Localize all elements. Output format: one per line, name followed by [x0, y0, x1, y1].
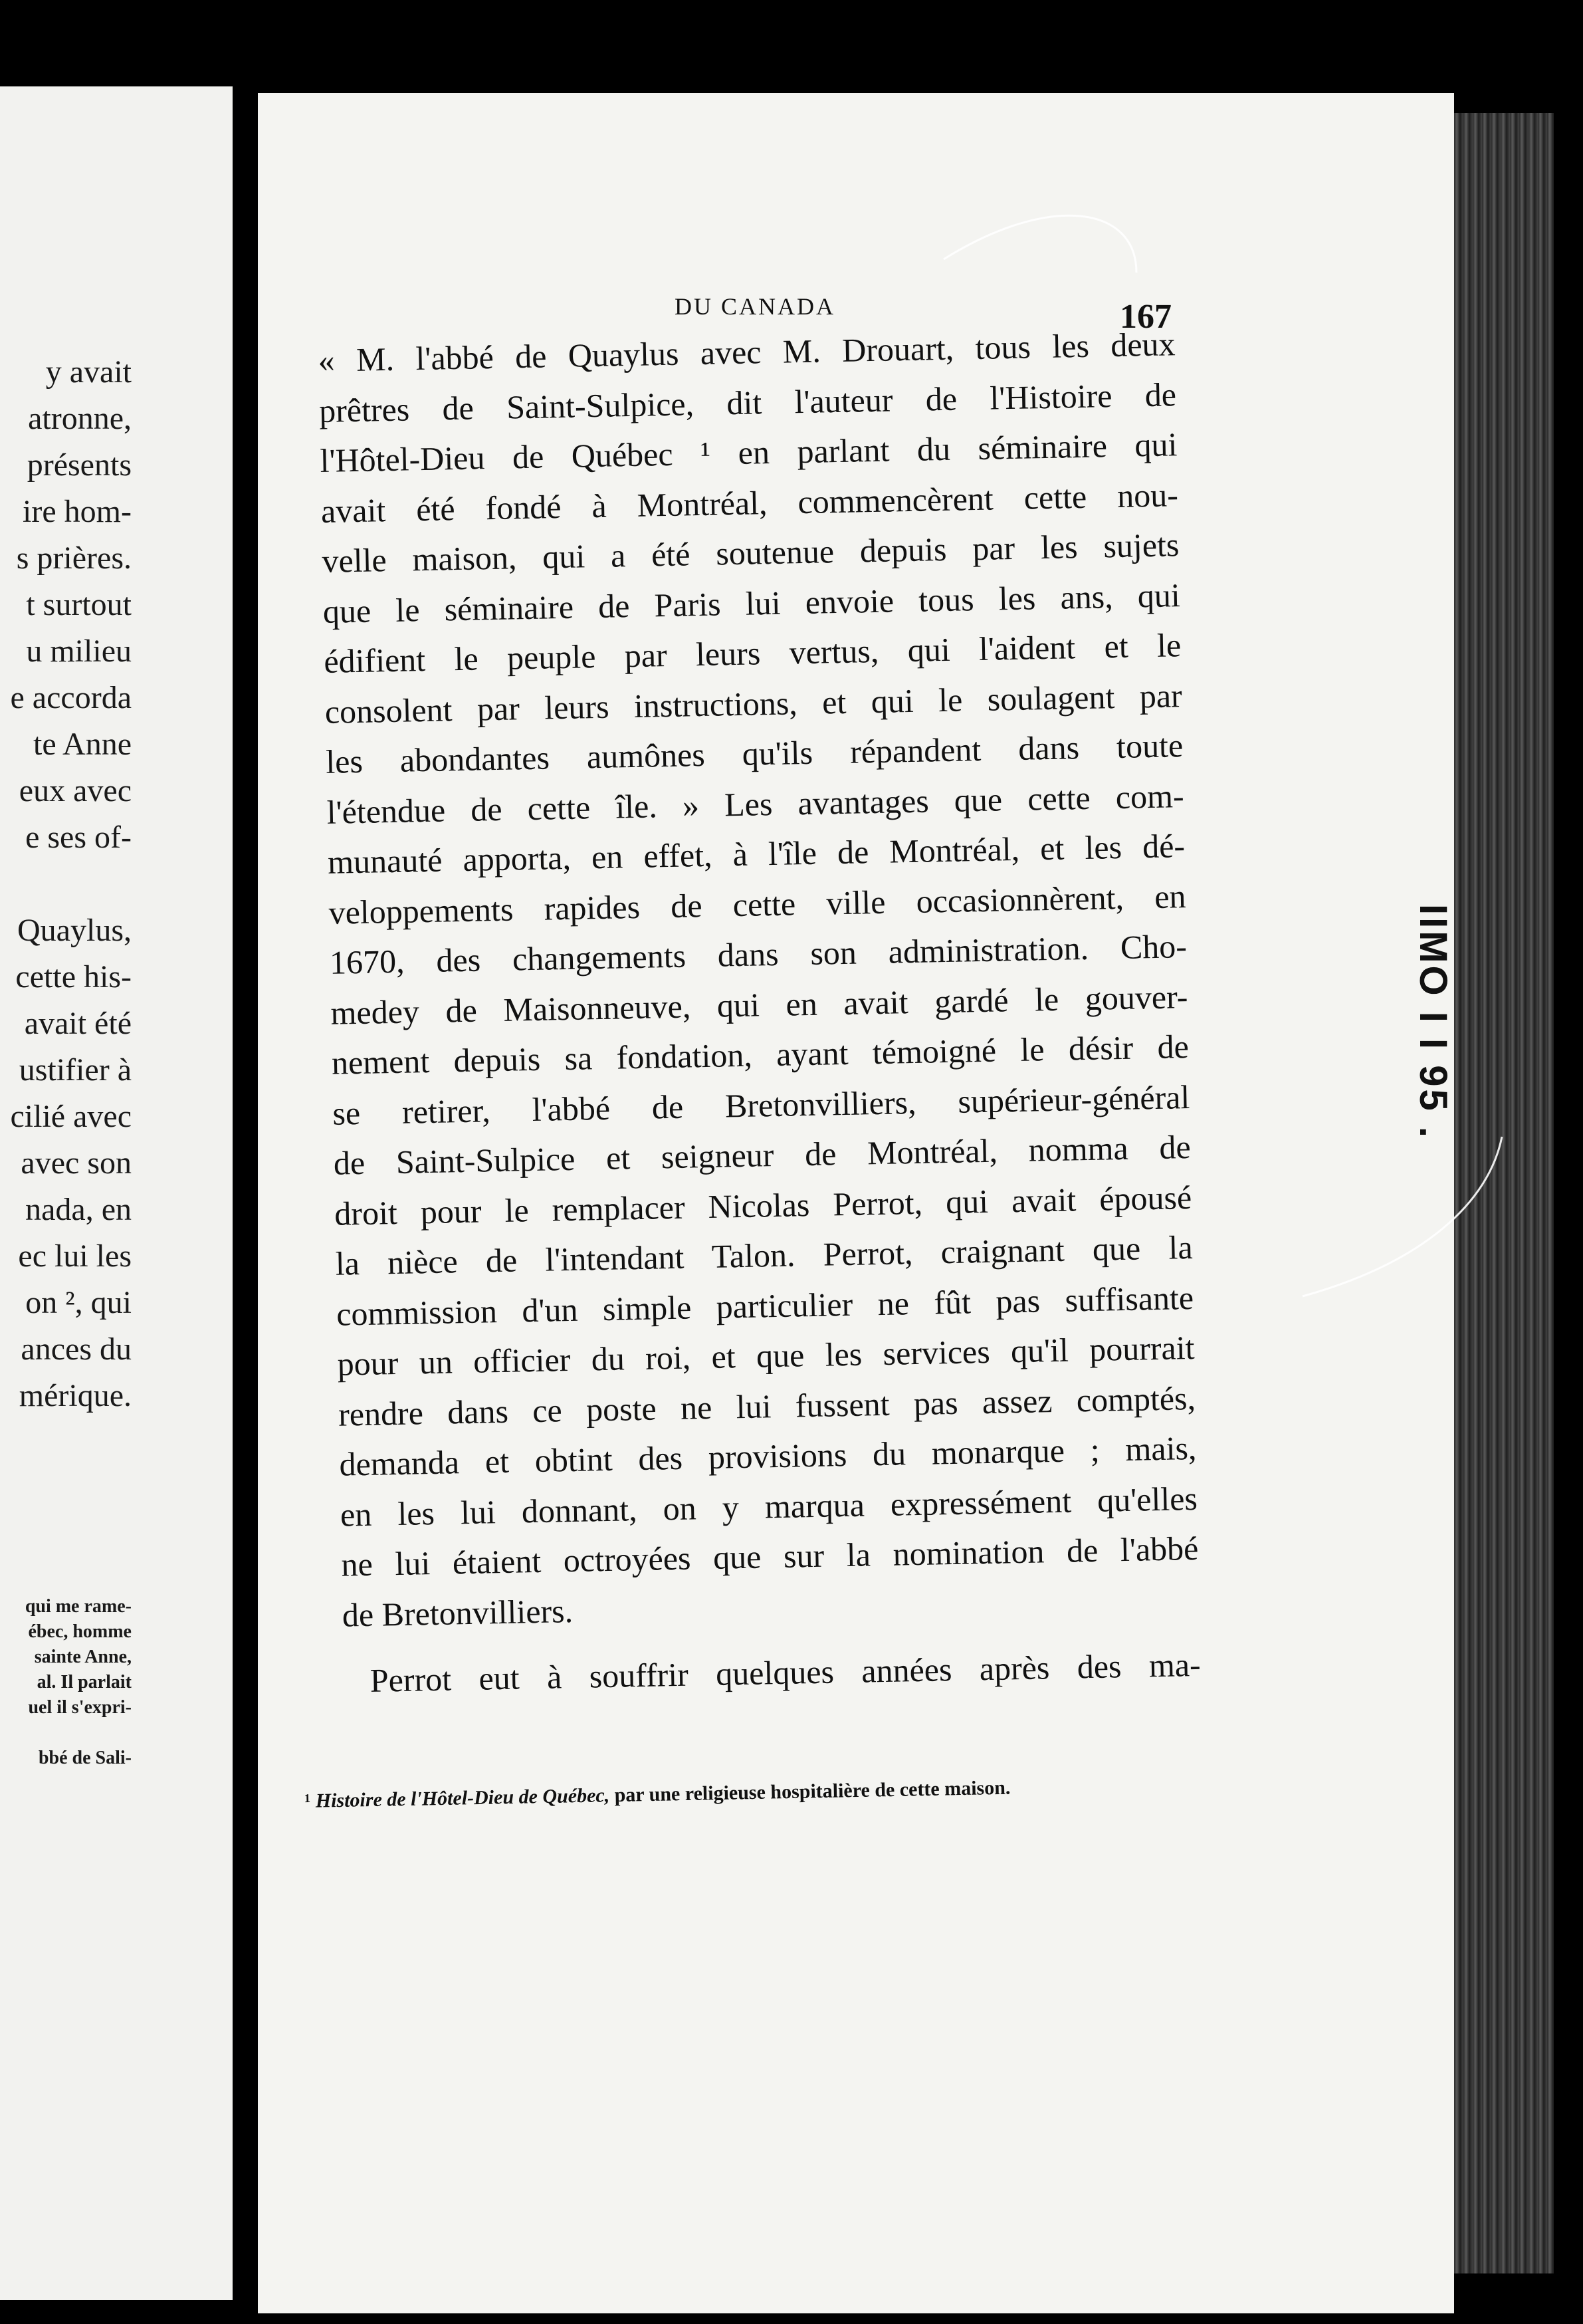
- left-page-line: Quaylus,: [17, 913, 132, 948]
- body-line: édifient le peuple par leurs vertus, qui l'aident et le: [323, 626, 1182, 680]
- page-edge: [1454, 113, 1554, 2273]
- left-page-line: avec son: [21, 1145, 132, 1181]
- left-page-footnote-line: bbé de Sali-: [38, 1748, 132, 1768]
- left-page-line: ances du: [21, 1332, 132, 1367]
- body-line: nement depuis sa fondation, ayant témoigné le désir de: [331, 1028, 1190, 1082]
- left-page-line: ec lui les: [18, 1238, 132, 1274]
- left-page-line: atronne,: [28, 401, 132, 436]
- body-line: l'Hôtel-Dieu de Québec ¹ en parlant du séminaire qui: [320, 425, 1178, 479]
- left-page: [0, 86, 233, 2300]
- body-line: consolent par leurs instructions, et qui le soulagent par: [324, 676, 1183, 731]
- body-line: prêtres de Saint-Sulpice, dit l'auteur de l'Histoire de: [318, 375, 1177, 429]
- left-page-line: u milieu: [26, 634, 132, 669]
- left-page-line: on ², qui: [25, 1285, 132, 1320]
- left-page-line: e accorda: [10, 680, 132, 715]
- body-line: l'étendue de cette île. » Les avantages que cette com-: [326, 776, 1185, 831]
- body-line: la nièce de l'intendant Talon. Perrot, craignant que la: [335, 1228, 1194, 1282]
- body-line: commission d'un simple particulier ne fût pas suffisante: [336, 1278, 1194, 1333]
- body-line: munauté apporta, en effet, à l'île de Montréal, et les dé-: [327, 827, 1186, 881]
- body-line: se retirer, l'abbé de Bretonvilliers, supérieur-général: [332, 1078, 1190, 1132]
- left-page-footnote-line: al. Il parlait: [37, 1672, 132, 1692]
- left-page-footnote-line: qui me rame-: [25, 1596, 132, 1617]
- body-line: avait été fondé à Montréal, commencèrent cette nou-: [320, 475, 1179, 530]
- body-line: de Saint-Sulpice et seigneur de Montréal, nomma de: [333, 1128, 1192, 1182]
- left-page-line: eux avec: [19, 773, 132, 808]
- body-line: pour un officier du roi, et que les services qu'il pourrait: [337, 1328, 1195, 1383]
- body-line: de Bretonvilliers.: [342, 1591, 574, 1634]
- footnote-text: par une religieuse hospitalière de cette maison.: [609, 1776, 1011, 1807]
- body-line: veloppements rapides de cette ville occasionnèrent, en: [328, 877, 1186, 931]
- running-head: DU CANADA: [675, 293, 835, 320]
- body-line: les abondantes aumônes qu'ils répandent dans toute: [325, 727, 1184, 780]
- body-line: que le séminaire de Paris lui envoie tous les ans, qui: [322, 576, 1181, 630]
- body-line: « M. l'abbé de Quaylus avec M. Drouart, tous les deux: [318, 325, 1176, 379]
- left-page-line: présents: [27, 447, 132, 483]
- body-line: medey de Maisonneuve, qui en avait gardé le gouver-: [330, 977, 1188, 1032]
- body-line: Perrot eut à souffrir quelques années après des ma-: [369, 1645, 1202, 1699]
- footnote-marker: ¹: [304, 1790, 311, 1812]
- body-line: droit pour le remplacer Nicolas Perrot, qui avait épousé: [334, 1178, 1192, 1232]
- left-page-line: nada, en: [25, 1192, 132, 1227]
- left-page-footnote-line: uel il s'expri-: [28, 1697, 132, 1718]
- left-page-line: te Anne: [33, 727, 132, 762]
- edge-stamp: IIMO I I 95 .: [1412, 904, 1455, 1140]
- left-page-line: e ses of-: [25, 820, 132, 855]
- book-gutter: [233, 0, 258, 2324]
- body-line: velle maison, qui a été soutenue depuis par les sujets: [321, 526, 1180, 580]
- left-page-line: t surtout: [26, 587, 132, 622]
- page-number: 167: [1120, 298, 1172, 336]
- body-line: en les lui donnant, on y marqua expressément qu'elles: [340, 1479, 1198, 1534]
- left-page-footnote-line: sainte Anne,: [34, 1647, 132, 1667]
- left-page-line: cilié avec: [10, 1099, 132, 1134]
- body-line: rendre dans ce poste ne lui fussent pas assez comptés,: [338, 1379, 1196, 1433]
- body-line: ne lui étaient octroyées que sur la nomination de l'abbé: [340, 1529, 1199, 1583]
- left-page-line: s prières.: [16, 540, 132, 576]
- left-page-line: y avait: [45, 354, 132, 390]
- left-page-line: cette his-: [15, 959, 132, 994]
- body-line: demanda et obtint des provisions du monarque ; mais,: [339, 1429, 1197, 1483]
- left-page-line: mérique.: [19, 1378, 132, 1413]
- body-line: 1670, des changements dans son administration. Cho-: [329, 927, 1188, 981]
- left-page-line: ustifier à: [19, 1052, 132, 1088]
- left-page-line: ire hom-: [23, 494, 132, 529]
- footnote-title: Histoire de l'Hôtel-Dieu de Québec,: [315, 1784, 610, 1812]
- left-page-line: avait été: [24, 1006, 132, 1041]
- left-page-footnote-line: ébec, homme: [28, 1621, 132, 1642]
- body-text: [318, 319, 1201, 1706]
